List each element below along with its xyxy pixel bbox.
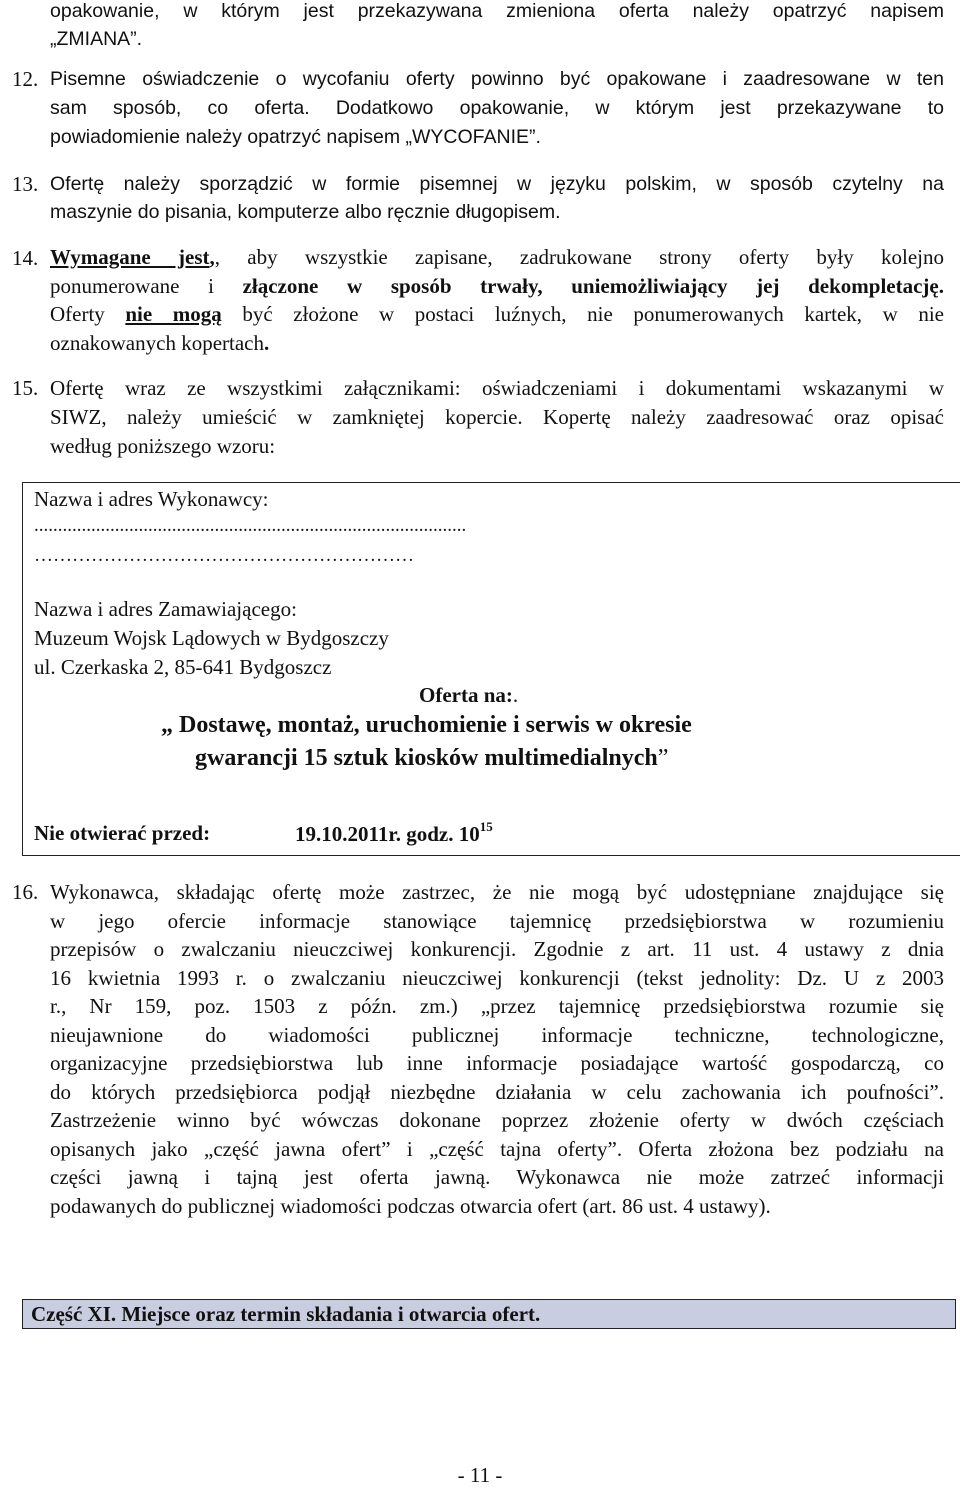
p16-line-11: części jawną i tajną jest oferta jawną. Wykonawca nie może zatrzeć informacji xyxy=(50,1165,944,1189)
p12-line-2: sam sposób, co oferta. Dodatkowo opakowanie, w którym jest przekazywane to xyxy=(50,97,944,119)
p16-number: 16. xyxy=(12,880,39,904)
offer-title-line-1: „ Dostawę, montaż, uruchomienie i serwis w okresie xyxy=(161,712,692,738)
p16-line-5: r., Nr 159, poz. 1503 z późn. zm.) „przez tajemnicę przedsiębiorstwa rozumie się xyxy=(50,994,944,1018)
do-not-open-value: 19.10.2011r. godz. $10^{15}$ xyxy=(295,819,493,846)
p14-line-4: oznakowanych kopertach. xyxy=(50,331,270,355)
p13-line-2: maszynie do pisania, komputerze albo ręcznie długopisem. xyxy=(50,201,561,223)
p14-cannot-emphasis: nie mogą xyxy=(125,302,222,326)
p16-line-12: podawanych do publicznej wiadomości podczas otwarcia ofert (art. 86 ust. 4 ustawy). xyxy=(50,1193,771,1218)
p16-line-4: 16 kwietnia 1993 r. o zwalczaniu nieuczciwej konkurencji (tekst jednolity: Dz. U z 2003 xyxy=(50,965,944,990)
p16-line-10: opisanych jako „część jawna ofert” i „część tajna oferty”. Oferta złożona bez podziału na xyxy=(50,1136,944,1161)
buyer-name: Muzeum Wojsk Lądowych w Bydgoszczy xyxy=(34,626,389,650)
offer-for-label: Oferta na:. xyxy=(419,683,519,707)
p16-line-6: nieujawnione do wiadomości publicznej informacje techniczne, technologiczne, xyxy=(50,1022,944,1047)
do-not-open-label: Nie otwierać przed: xyxy=(34,821,211,845)
p11-line-2: „ZMIANA”. xyxy=(50,28,143,50)
p16-line-2: w jego ofercie informacje stanowiące tajemnicę przedsiębiorstwa w rozumieniu xyxy=(50,908,944,933)
p14-number: 14. xyxy=(12,246,39,270)
contractor-dots-1: ........................................................................................... xyxy=(34,515,467,536)
p16-line-8: do których przedsiębiorca podjął niezbędne działania w celu zachowania ich poufności”. xyxy=(50,1079,944,1104)
p12-line-1: Pisemne oświadczenie o wycofaniu oferty powinno być opakowane i zaadresowane w ten xyxy=(50,68,944,90)
envelope-template-box xyxy=(22,482,960,856)
contractor-dots-2: …………………………………………………… xyxy=(34,545,414,566)
p13-number: 13. xyxy=(12,172,39,196)
section-header-bar xyxy=(22,1299,956,1329)
p16-line-7: organizacyjne przedsiębiorstwa lub inne informacje posiadające wartość gospodarczą, co xyxy=(50,1051,944,1075)
p15-line-1: Ofertę wraz ze wszystkimi załącznikami: oświadczeniami i dokumentami wskazanymi w xyxy=(50,376,944,400)
p14-line-1: Wymagane jest,, aby wszystkie zapisane, zadrukowane strony oferty były kolejno xyxy=(50,245,944,269)
p15-line-3: według poniższego wzoru: xyxy=(50,434,276,458)
p15-line-2: SIWZ, należy umieścić w zamkniętej kopercie. Kopertę należy zaadresować oraz opisać xyxy=(50,405,944,429)
p16-line-9: Zastrzeżenie winno być wówczas dokonane poprzez złożenie oferty w dwóch częściach xyxy=(50,1108,944,1132)
buyer-address: ul. Czerkaska 2, 85-641 Bydgoszcz xyxy=(34,655,332,679)
p14-line-2: ponumerowane i złączone w sposób trwały, uniemożliwiający jej dekompletację. xyxy=(50,274,944,298)
p16-line-1: Wykonawca, składając ofertę może zastrzec, że nie mogą być udostępniane znajdujące się xyxy=(50,880,944,904)
page-number: - 11 - xyxy=(457,1463,503,1487)
contractor-label: Nazwa i adres Wykonawcy: xyxy=(34,487,269,511)
section-header-title: Część XI. Miejsce oraz termin składania i otwarcia ofert. xyxy=(31,1302,541,1326)
p12-number: 12. xyxy=(12,67,39,91)
p14-required-emphasis: Wymagane jest xyxy=(50,245,210,269)
p11-line-1: opakowanie, w którym jest przekazywana zmieniona oferta należy opatrzyć napisem xyxy=(50,0,944,22)
p13-line-1: Ofertę należy sporządzić w formie pisemnej w języku polskim, w sposób czytelny na xyxy=(50,173,944,195)
p14-line-3: Oferty nie mogą być złożone w postaci luźnych, nie ponumerowanych kartek, w nie xyxy=(50,302,944,326)
p14-bound-emphasis: złączone w sposób trwały, uniemożliwiający jej dekompletację. xyxy=(242,274,944,298)
p16-line-3: przepisów o zwalczaniu nieuczciwej konkurencji. Zgodnie z art. 11 ust. 4 ustawy z dnia xyxy=(50,937,944,961)
offer-title-line-2: gwarancji 15 sztuk kiosków multimedialnych” xyxy=(195,745,669,771)
p12-line-3: powiadomienie należy opatrzyć napisem „WYCOFANIE”. xyxy=(50,126,541,148)
buyer-label: Nazwa i adres Zamawiającego: xyxy=(34,597,297,621)
p15-number: 15. xyxy=(12,376,39,400)
